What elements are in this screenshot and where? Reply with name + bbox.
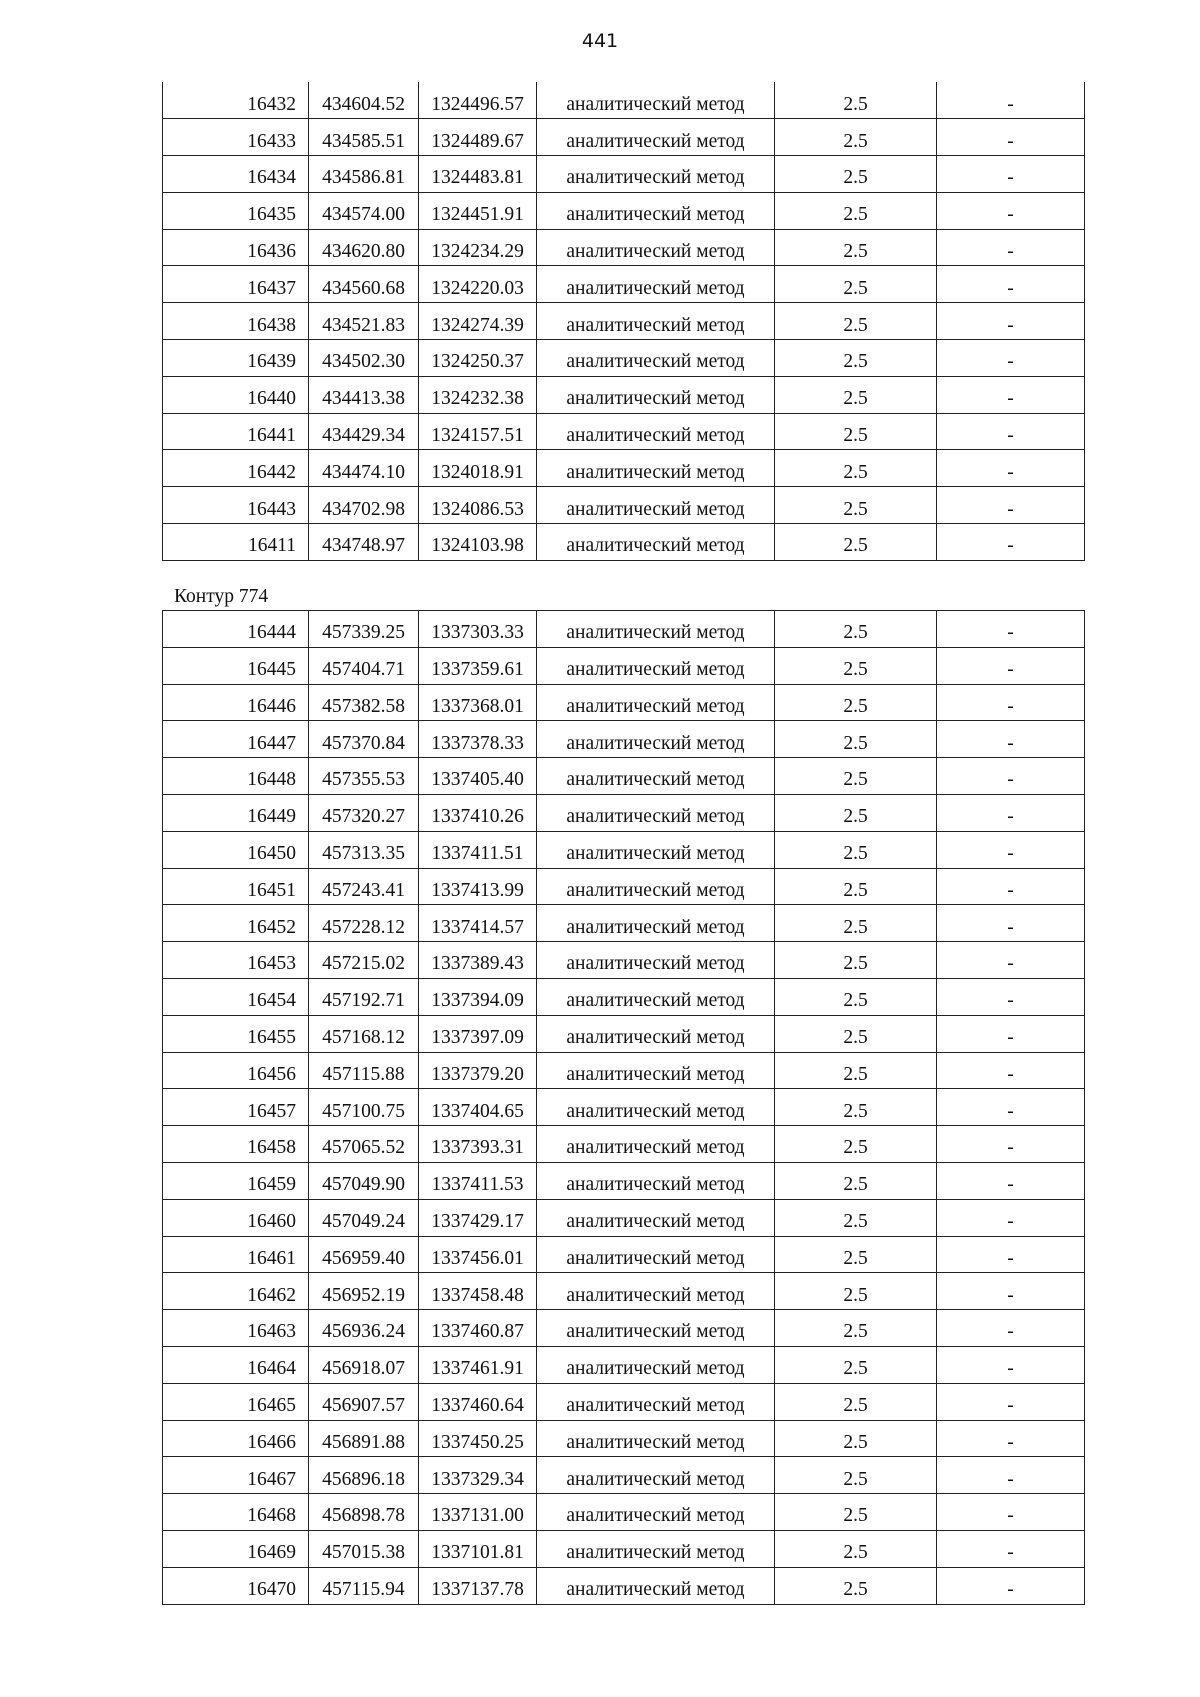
accuracy-cell: 2.5 <box>775 376 937 413</box>
table-row <box>163 684 1085 721</box>
accuracy-cell: 2.5 <box>775 487 937 524</box>
note-cell: - <box>937 82 1085 119</box>
table-row <box>163 1089 1085 1126</box>
y-coordinate-cell: 1324451.91 <box>419 192 537 229</box>
method-cell: аналитический метод <box>537 156 775 193</box>
y-coordinate-cell: 1324483.81 <box>419 156 537 193</box>
table-row <box>163 229 1085 266</box>
y-coordinate-cell: 1337429.17 <box>419 1199 537 1236</box>
point-number-cell: 16452 <box>163 905 309 942</box>
table-row <box>163 1310 1085 1347</box>
note-cell: - <box>937 1162 1085 1199</box>
accuracy-cell: 2.5 <box>775 758 937 795</box>
note-cell: - <box>937 192 1085 229</box>
table-row <box>163 1383 1085 1420</box>
y-coordinate-cell: 1337389.43 <box>419 942 537 979</box>
table-row <box>163 794 1085 831</box>
method-cell: аналитический метод <box>537 794 775 831</box>
point-number-cell: 16448 <box>163 758 309 795</box>
x-coordinate-cell: 457339.25 <box>309 611 419 648</box>
accuracy-cell: 2.5 <box>775 1457 937 1494</box>
y-coordinate-cell: 1337461.91 <box>419 1346 537 1383</box>
point-number-cell: 16463 <box>163 1310 309 1347</box>
accuracy-cell: 2.5 <box>775 119 937 156</box>
x-coordinate-cell: 457228.12 <box>309 905 419 942</box>
table-row <box>163 905 1085 942</box>
accuracy-cell: 2.5 <box>775 82 937 119</box>
accuracy-cell: 2.5 <box>775 721 937 758</box>
point-number-cell: 16447 <box>163 721 309 758</box>
method-cell: аналитический метод <box>537 303 775 340</box>
note-cell: - <box>937 524 1085 561</box>
point-number-cell: 16436 <box>163 229 309 266</box>
x-coordinate-cell: 434574.00 <box>309 192 419 229</box>
accuracy-cell: 2.5 <box>775 192 937 229</box>
y-coordinate-cell: 1337303.33 <box>419 611 537 648</box>
contour-label: Контур 774 <box>174 586 269 607</box>
note-cell: - <box>937 487 1085 524</box>
table-row <box>163 487 1085 524</box>
table-row <box>163 831 1085 868</box>
x-coordinate-cell: 456896.18 <box>309 1457 419 1494</box>
table-row <box>163 1162 1085 1199</box>
point-number-cell: 16468 <box>163 1494 309 1531</box>
method-cell: аналитический метод <box>537 376 775 413</box>
method-cell: аналитический метод <box>537 905 775 942</box>
method-cell: аналитический метод <box>537 1162 775 1199</box>
y-coordinate-cell: 1337413.99 <box>419 868 537 905</box>
accuracy-cell: 2.5 <box>775 1420 937 1457</box>
method-cell: аналитический метод <box>537 1273 775 1310</box>
y-coordinate-cell: 1337137.78 <box>419 1567 537 1604</box>
method-cell: аналитический метод <box>537 1457 775 1494</box>
point-number-cell: 16460 <box>163 1199 309 1236</box>
point-number-cell: 16432 <box>163 82 309 119</box>
method-cell: аналитический метод <box>537 1567 775 1604</box>
accuracy-cell: 2.5 <box>775 1567 937 1604</box>
accuracy-cell: 2.5 <box>775 831 937 868</box>
table-row <box>163 978 1085 1015</box>
method-cell: аналитический метод <box>537 1494 775 1531</box>
y-coordinate-cell: 1337394.09 <box>419 978 537 1015</box>
point-number-cell: 16467 <box>163 1457 309 1494</box>
note-cell: - <box>937 340 1085 377</box>
table-row <box>163 942 1085 979</box>
note-cell: - <box>937 1015 1085 1052</box>
method-cell: аналитический метод <box>537 1089 775 1126</box>
y-coordinate-cell: 1324234.29 <box>419 229 537 266</box>
accuracy-cell: 2.5 <box>775 340 937 377</box>
coordinates-table-contour-774 <box>162 610 1085 1605</box>
note-cell: - <box>937 1310 1085 1347</box>
point-number-cell: 16456 <box>163 1052 309 1089</box>
point-number-cell: 16461 <box>163 1236 309 1273</box>
accuracy-cell: 2.5 <box>775 647 937 684</box>
table-row <box>163 1273 1085 1310</box>
accuracy-cell: 2.5 <box>775 1236 937 1273</box>
x-coordinate-cell: 457115.94 <box>309 1567 419 1604</box>
accuracy-cell: 2.5 <box>775 978 937 1015</box>
point-number-cell: 16466 <box>163 1420 309 1457</box>
point-number-cell: 16434 <box>163 156 309 193</box>
x-coordinate-cell: 456907.57 <box>309 1383 419 1420</box>
y-coordinate-cell: 1324496.57 <box>419 82 537 119</box>
point-number-cell: 16445 <box>163 647 309 684</box>
y-coordinate-cell: 1337379.20 <box>419 1052 537 1089</box>
table-row <box>163 450 1085 487</box>
method-cell: аналитический метод <box>537 450 775 487</box>
y-coordinate-cell: 1337411.51 <box>419 831 537 868</box>
x-coordinate-cell: 456936.24 <box>309 1310 419 1347</box>
table-row <box>163 758 1085 795</box>
y-coordinate-cell: 1324086.53 <box>419 487 537 524</box>
y-coordinate-cell: 1337101.81 <box>419 1530 537 1567</box>
note-cell: - <box>937 1494 1085 1531</box>
table-row <box>163 303 1085 340</box>
point-number-cell: 16446 <box>163 684 309 721</box>
accuracy-cell: 2.5 <box>775 229 937 266</box>
note-cell: - <box>937 868 1085 905</box>
note-cell: - <box>937 942 1085 979</box>
note-cell: - <box>937 1199 1085 1236</box>
point-number-cell: 16464 <box>163 1346 309 1383</box>
point-number-cell: 16411 <box>163 524 309 561</box>
x-coordinate-cell: 457065.52 <box>309 1126 419 1163</box>
y-coordinate-cell: 1337359.61 <box>419 647 537 684</box>
point-number-cell: 16442 <box>163 450 309 487</box>
y-coordinate-cell: 1337460.87 <box>419 1310 537 1347</box>
note-cell: - <box>937 1273 1085 1310</box>
accuracy-cell: 2.5 <box>775 303 937 340</box>
accuracy-cell: 2.5 <box>775 1310 937 1347</box>
point-number-cell: 16459 <box>163 1162 309 1199</box>
method-cell: аналитический метод <box>537 1383 775 1420</box>
x-coordinate-cell: 434413.38 <box>309 376 419 413</box>
note-cell: - <box>937 1383 1085 1420</box>
note-cell: - <box>937 1457 1085 1494</box>
table-row <box>163 1420 1085 1457</box>
method-cell: аналитический метод <box>537 524 775 561</box>
note-cell: - <box>937 647 1085 684</box>
note-cell: - <box>937 1567 1085 1604</box>
accuracy-cell: 2.5 <box>775 868 937 905</box>
x-coordinate-cell: 457192.71 <box>309 978 419 1015</box>
method-cell: аналитический метод <box>537 192 775 229</box>
method-cell: аналитический метод <box>537 647 775 684</box>
x-coordinate-cell: 456891.88 <box>309 1420 419 1457</box>
point-number-cell: 16457 <box>163 1089 309 1126</box>
method-cell: аналитический метод <box>537 684 775 721</box>
table-row <box>163 119 1085 156</box>
coordinates-table-continued <box>162 82 1085 561</box>
x-coordinate-cell: 456952.19 <box>309 1273 419 1310</box>
y-coordinate-cell: 1337410.26 <box>419 794 537 831</box>
x-coordinate-cell: 457049.90 <box>309 1162 419 1199</box>
y-coordinate-cell: 1337458.48 <box>419 1273 537 1310</box>
note-cell: - <box>937 721 1085 758</box>
point-number-cell: 16465 <box>163 1383 309 1420</box>
y-coordinate-cell: 1337131.00 <box>419 1494 537 1531</box>
x-coordinate-cell: 434560.68 <box>309 266 419 303</box>
accuracy-cell: 2.5 <box>775 905 937 942</box>
table-row <box>163 1457 1085 1494</box>
page-number: 441 <box>581 30 619 52</box>
accuracy-cell: 2.5 <box>775 1162 937 1199</box>
accuracy-cell: 2.5 <box>775 413 937 450</box>
x-coordinate-cell: 457015.38 <box>309 1530 419 1567</box>
table-row <box>163 1199 1085 1236</box>
note-cell: - <box>937 1052 1085 1089</box>
method-cell: аналитический метод <box>537 119 775 156</box>
x-coordinate-cell: 457243.41 <box>309 868 419 905</box>
table-row <box>163 1530 1085 1567</box>
accuracy-cell: 2.5 <box>775 1126 937 1163</box>
point-number-cell: 16462 <box>163 1273 309 1310</box>
x-coordinate-cell: 457100.75 <box>309 1089 419 1126</box>
y-coordinate-cell: 1324103.98 <box>419 524 537 561</box>
table-row <box>163 156 1085 193</box>
point-number-cell: 16439 <box>163 340 309 377</box>
note-cell: - <box>937 156 1085 193</box>
x-coordinate-cell: 434586.81 <box>309 156 419 193</box>
note-cell: - <box>937 831 1085 868</box>
x-coordinate-cell: 434429.34 <box>309 413 419 450</box>
accuracy-cell: 2.5 <box>775 611 937 648</box>
table-row <box>163 192 1085 229</box>
x-coordinate-cell: 434502.30 <box>309 340 419 377</box>
x-coordinate-cell: 457215.02 <box>309 942 419 979</box>
accuracy-cell: 2.5 <box>775 1346 937 1383</box>
method-cell: аналитический метод <box>537 721 775 758</box>
method-cell: аналитический метод <box>537 1420 775 1457</box>
method-cell: аналитический метод <box>537 611 775 648</box>
note-cell: - <box>937 905 1085 942</box>
point-number-cell: 16440 <box>163 376 309 413</box>
method-cell: аналитический метод <box>537 487 775 524</box>
table-row <box>163 611 1085 648</box>
note-cell: - <box>937 1126 1085 1163</box>
note-cell: - <box>937 1530 1085 1567</box>
table-row <box>163 868 1085 905</box>
method-cell: аналитический метод <box>537 1015 775 1052</box>
note-cell: - <box>937 376 1085 413</box>
accuracy-cell: 2.5 <box>775 524 937 561</box>
method-cell: аналитический метод <box>537 340 775 377</box>
method-cell: аналитический метод <box>537 82 775 119</box>
method-cell: аналитический метод <box>537 1126 775 1163</box>
table-row <box>163 1015 1085 1052</box>
point-number-cell: 16435 <box>163 192 309 229</box>
point-number-cell: 16454 <box>163 978 309 1015</box>
y-coordinate-cell: 1337460.64 <box>419 1383 537 1420</box>
y-coordinate-cell: 1337368.01 <box>419 684 537 721</box>
note-cell: - <box>937 978 1085 1015</box>
method-cell: аналитический метод <box>537 266 775 303</box>
accuracy-cell: 2.5 <box>775 794 937 831</box>
x-coordinate-cell: 434702.98 <box>309 487 419 524</box>
x-coordinate-cell: 456898.78 <box>309 1494 419 1531</box>
point-number-cell: 16469 <box>163 1530 309 1567</box>
y-coordinate-cell: 1337411.53 <box>419 1162 537 1199</box>
x-coordinate-cell: 456959.40 <box>309 1236 419 1273</box>
note-cell: - <box>937 794 1085 831</box>
x-coordinate-cell: 457313.35 <box>309 831 419 868</box>
note-cell: - <box>937 758 1085 795</box>
x-coordinate-cell: 457049.24 <box>309 1199 419 1236</box>
table-row <box>163 266 1085 303</box>
y-coordinate-cell: 1337393.31 <box>419 1126 537 1163</box>
note-cell: - <box>937 684 1085 721</box>
note-cell: - <box>937 611 1085 648</box>
x-coordinate-cell: 457382.58 <box>309 684 419 721</box>
note-cell: - <box>937 266 1085 303</box>
y-coordinate-cell: 1337329.34 <box>419 1457 537 1494</box>
accuracy-cell: 2.5 <box>775 684 937 721</box>
method-cell: аналитический метод <box>537 1346 775 1383</box>
y-coordinate-cell: 1337397.09 <box>419 1015 537 1052</box>
point-number-cell: 16441 <box>163 413 309 450</box>
method-cell: аналитический метод <box>537 978 775 1015</box>
note-cell: - <box>937 1089 1085 1126</box>
x-coordinate-cell: 457404.71 <box>309 647 419 684</box>
accuracy-cell: 2.5 <box>775 156 937 193</box>
y-coordinate-cell: 1324232.38 <box>419 376 537 413</box>
table-row <box>163 82 1085 119</box>
table-row <box>163 340 1085 377</box>
x-coordinate-cell: 456918.07 <box>309 1346 419 1383</box>
x-coordinate-cell: 457115.88 <box>309 1052 419 1089</box>
method-cell: аналитический метод <box>537 1310 775 1347</box>
y-coordinate-cell: 1337405.40 <box>419 758 537 795</box>
accuracy-cell: 2.5 <box>775 1052 937 1089</box>
accuracy-cell: 2.5 <box>775 1015 937 1052</box>
point-number-cell: 16437 <box>163 266 309 303</box>
method-cell: аналитический метод <box>537 1530 775 1567</box>
point-number-cell: 16450 <box>163 831 309 868</box>
method-cell: аналитический метод <box>537 868 775 905</box>
method-cell: аналитический метод <box>537 1236 775 1273</box>
table-row <box>163 376 1085 413</box>
y-coordinate-cell: 1324220.03 <box>419 266 537 303</box>
table-row <box>163 647 1085 684</box>
x-coordinate-cell: 457168.12 <box>309 1015 419 1052</box>
x-coordinate-cell: 434620.80 <box>309 229 419 266</box>
note-cell: - <box>937 413 1085 450</box>
x-coordinate-cell: 434604.52 <box>309 82 419 119</box>
method-cell: аналитический метод <box>537 758 775 795</box>
accuracy-cell: 2.5 <box>775 1273 937 1310</box>
method-cell: аналитический метод <box>537 942 775 979</box>
note-cell: - <box>937 229 1085 266</box>
accuracy-cell: 2.5 <box>775 942 937 979</box>
note-cell: - <box>937 1346 1085 1383</box>
y-coordinate-cell: 1324489.67 <box>419 119 537 156</box>
method-cell: аналитический метод <box>537 229 775 266</box>
table-row <box>163 1236 1085 1273</box>
method-cell: аналитический метод <box>537 1052 775 1089</box>
point-number-cell: 16433 <box>163 119 309 156</box>
point-number-cell: 16458 <box>163 1126 309 1163</box>
point-number-cell: 16449 <box>163 794 309 831</box>
y-coordinate-cell: 1337378.33 <box>419 721 537 758</box>
accuracy-cell: 2.5 <box>775 1383 937 1420</box>
method-cell: аналитический метод <box>537 413 775 450</box>
table-row <box>163 1494 1085 1531</box>
accuracy-cell: 2.5 <box>775 1199 937 1236</box>
point-number-cell: 16470 <box>163 1567 309 1604</box>
x-coordinate-cell: 434521.83 <box>309 303 419 340</box>
point-number-cell: 16453 <box>163 942 309 979</box>
point-number-cell: 16444 <box>163 611 309 648</box>
table-row <box>163 524 1085 561</box>
y-coordinate-cell: 1324018.91 <box>419 450 537 487</box>
note-cell: - <box>937 1420 1085 1457</box>
accuracy-cell: 2.5 <box>775 1530 937 1567</box>
x-coordinate-cell: 457370.84 <box>309 721 419 758</box>
x-coordinate-cell: 457355.53 <box>309 758 419 795</box>
note-cell: - <box>937 303 1085 340</box>
note-cell: - <box>937 450 1085 487</box>
y-coordinate-cell: 1337450.25 <box>419 1420 537 1457</box>
table-row <box>163 1126 1085 1163</box>
accuracy-cell: 2.5 <box>775 1089 937 1126</box>
point-number-cell: 16443 <box>163 487 309 524</box>
accuracy-cell: 2.5 <box>775 1494 937 1531</box>
method-cell: аналитический метод <box>537 831 775 868</box>
method-cell: аналитический метод <box>537 1199 775 1236</box>
table-row <box>163 1567 1085 1604</box>
y-coordinate-cell: 1324157.51 <box>419 413 537 450</box>
y-coordinate-cell: 1324250.37 <box>419 340 537 377</box>
y-coordinate-cell: 1337414.57 <box>419 905 537 942</box>
accuracy-cell: 2.5 <box>775 266 937 303</box>
table-row <box>163 413 1085 450</box>
point-number-cell: 16455 <box>163 1015 309 1052</box>
table-row <box>163 1052 1085 1089</box>
accuracy-cell: 2.5 <box>775 450 937 487</box>
x-coordinate-cell: 434585.51 <box>309 119 419 156</box>
y-coordinate-cell: 1324274.39 <box>419 303 537 340</box>
y-coordinate-cell: 1337404.65 <box>419 1089 537 1126</box>
x-coordinate-cell: 434748.97 <box>309 524 419 561</box>
point-number-cell: 16451 <box>163 868 309 905</box>
note-cell: - <box>937 1236 1085 1273</box>
point-number-cell: 16438 <box>163 303 309 340</box>
table-row <box>163 1346 1085 1383</box>
x-coordinate-cell: 434474.10 <box>309 450 419 487</box>
y-coordinate-cell: 1337456.01 <box>419 1236 537 1273</box>
x-coordinate-cell: 457320.27 <box>309 794 419 831</box>
note-cell: - <box>937 119 1085 156</box>
table-row <box>163 721 1085 758</box>
